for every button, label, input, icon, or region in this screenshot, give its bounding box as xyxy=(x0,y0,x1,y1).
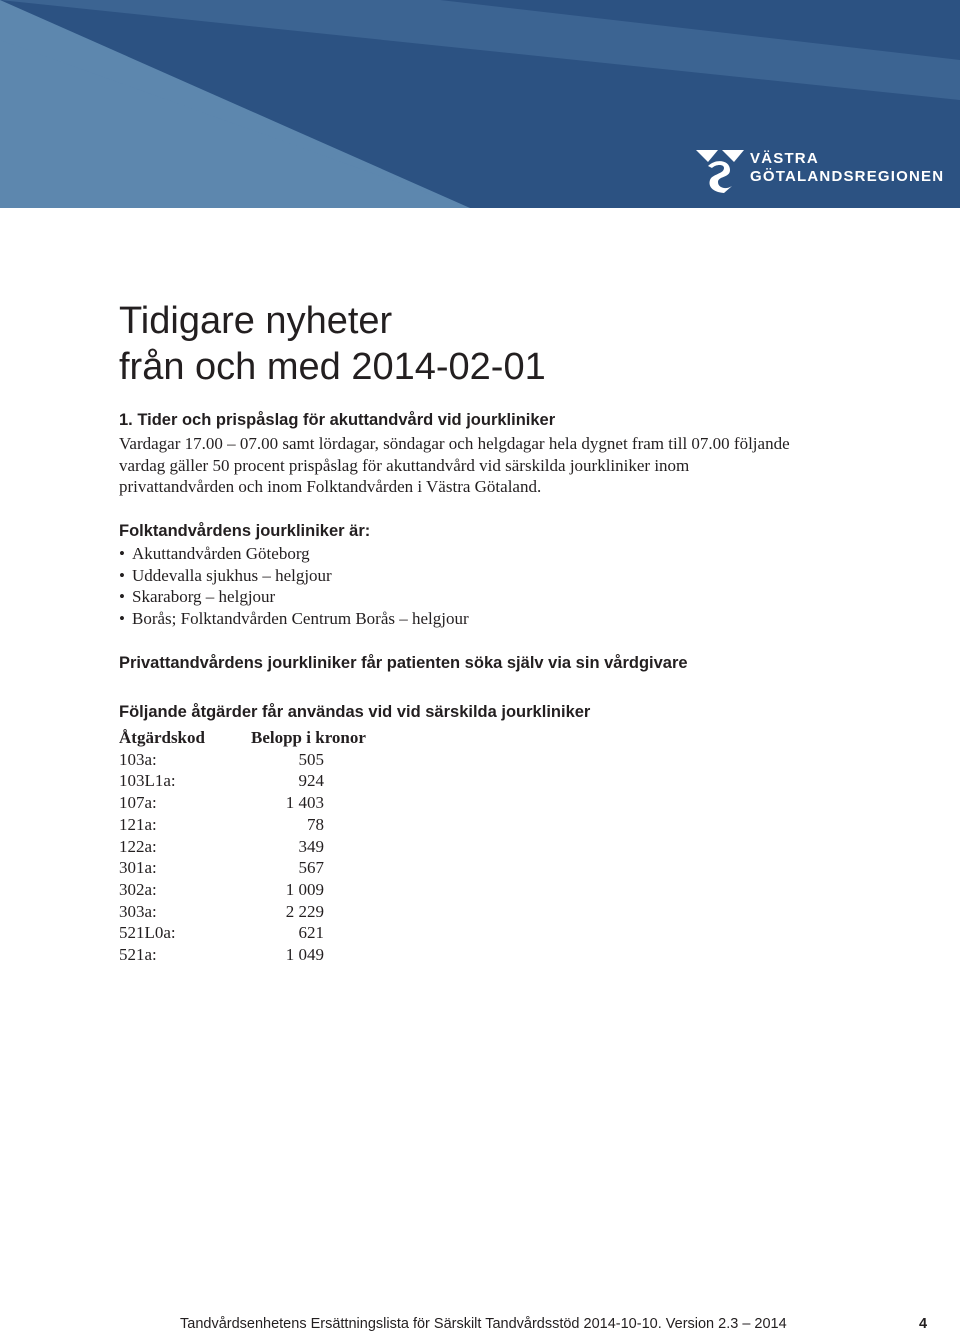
amount-cell: 1 049 xyxy=(285,945,324,965)
code-cell: 107a: xyxy=(119,793,157,813)
logo-line-1: VÄSTRA xyxy=(750,150,819,167)
section1-body: Vardagar 17.00 – 07.00 samt lördagar, söndagar och helgdagar hela dygnet fram till 07.00 följande vardag gäller 50 procent prispåslag för akuttandvård vid särskilda jourkliniker inom privattandvården och inom Folktandvården i Västra Götaland. xyxy=(119,434,790,497)
code-cell: 103a: xyxy=(119,749,157,769)
list-item-label: Uddevalla sjukhus – helgjour xyxy=(132,565,332,585)
column-header-code: Åtgärdskod xyxy=(119,728,205,747)
code-cell: 103L1a: xyxy=(119,771,176,791)
page-number: 4 xyxy=(919,1316,928,1332)
amount-cell: 924 xyxy=(298,771,324,791)
table-header-row xyxy=(119,727,374,749)
amount-cell: 349 xyxy=(298,836,324,856)
table-row xyxy=(119,770,374,792)
table-row xyxy=(119,879,374,901)
table-row xyxy=(119,792,374,814)
amount-cell: 2 229 xyxy=(285,901,324,921)
amount-cell: 621 xyxy=(298,923,324,943)
section4-heading: Följande åtgärder får användas vid vid särskilda jourkliniker xyxy=(119,703,591,721)
header-banner xyxy=(0,0,960,208)
section3-heading: Privattandvårdens jourkliniker får patienten söka själv via sin vårdgivare xyxy=(119,654,688,672)
table-row xyxy=(119,749,374,771)
amount-cell: 567 xyxy=(298,858,324,878)
amount-cell: 505 xyxy=(298,749,324,769)
bullet-icon: • xyxy=(119,544,125,563)
table-row xyxy=(119,814,374,836)
table-row xyxy=(119,857,374,879)
list-item xyxy=(119,543,469,565)
table-row xyxy=(119,836,374,858)
code-cell: 121a: xyxy=(119,814,157,834)
title-line-2: från och med 2014-02-01 xyxy=(119,346,546,388)
list-item-label: Skaraborg – helgjour xyxy=(132,587,276,607)
bullet-icon: • xyxy=(119,609,125,629)
code-cell: 303a: xyxy=(119,901,157,921)
section2-heading: Folktandvårdens jourkliniker är: xyxy=(119,522,371,540)
amount-cell: 1 009 xyxy=(285,879,324,899)
code-cell: 301a: xyxy=(119,858,157,878)
fee-table xyxy=(119,727,374,966)
list-item xyxy=(119,608,469,630)
table-row xyxy=(119,901,374,923)
section1-heading: 1. Tider och prispåslag för akuttandvård vid jourkliniker xyxy=(119,411,556,429)
code-cell: 302a: xyxy=(119,879,157,899)
amount-cell: 78 xyxy=(307,814,324,834)
table-row xyxy=(119,944,374,966)
code-cell: 521L0a: xyxy=(119,923,176,943)
logo-line-2: GÖTALANDSREGIONEN xyxy=(750,168,945,185)
list-item-label: Borås; Folktandvården Centrum Borås – helgjour xyxy=(132,609,469,629)
amount-cell: 1 403 xyxy=(285,793,324,813)
code-cell: 122a: xyxy=(119,836,157,856)
column-header-amount: Belopp i kronor xyxy=(251,728,366,747)
page-title xyxy=(119,298,546,390)
table-row xyxy=(119,922,374,944)
bullet-icon: • xyxy=(119,565,125,585)
footer-text: Tandvårdsenhetens Ersättningslista för Särskilt Tandvårdsstöd 2014-10-10. Version 2.3 – 2014 xyxy=(180,1316,787,1332)
list-item xyxy=(119,565,469,587)
bullet-icon: • xyxy=(119,587,125,607)
code-cell: 521a: xyxy=(119,945,157,965)
vgr-logo xyxy=(694,146,944,196)
list-item-label: Akuttandvården Göteborg xyxy=(132,544,310,563)
vgr-logo-icon xyxy=(694,146,746,194)
title-line-1: Tidigare nyheter xyxy=(119,300,393,342)
list-item xyxy=(119,586,469,608)
jourklinik-list xyxy=(119,543,469,630)
